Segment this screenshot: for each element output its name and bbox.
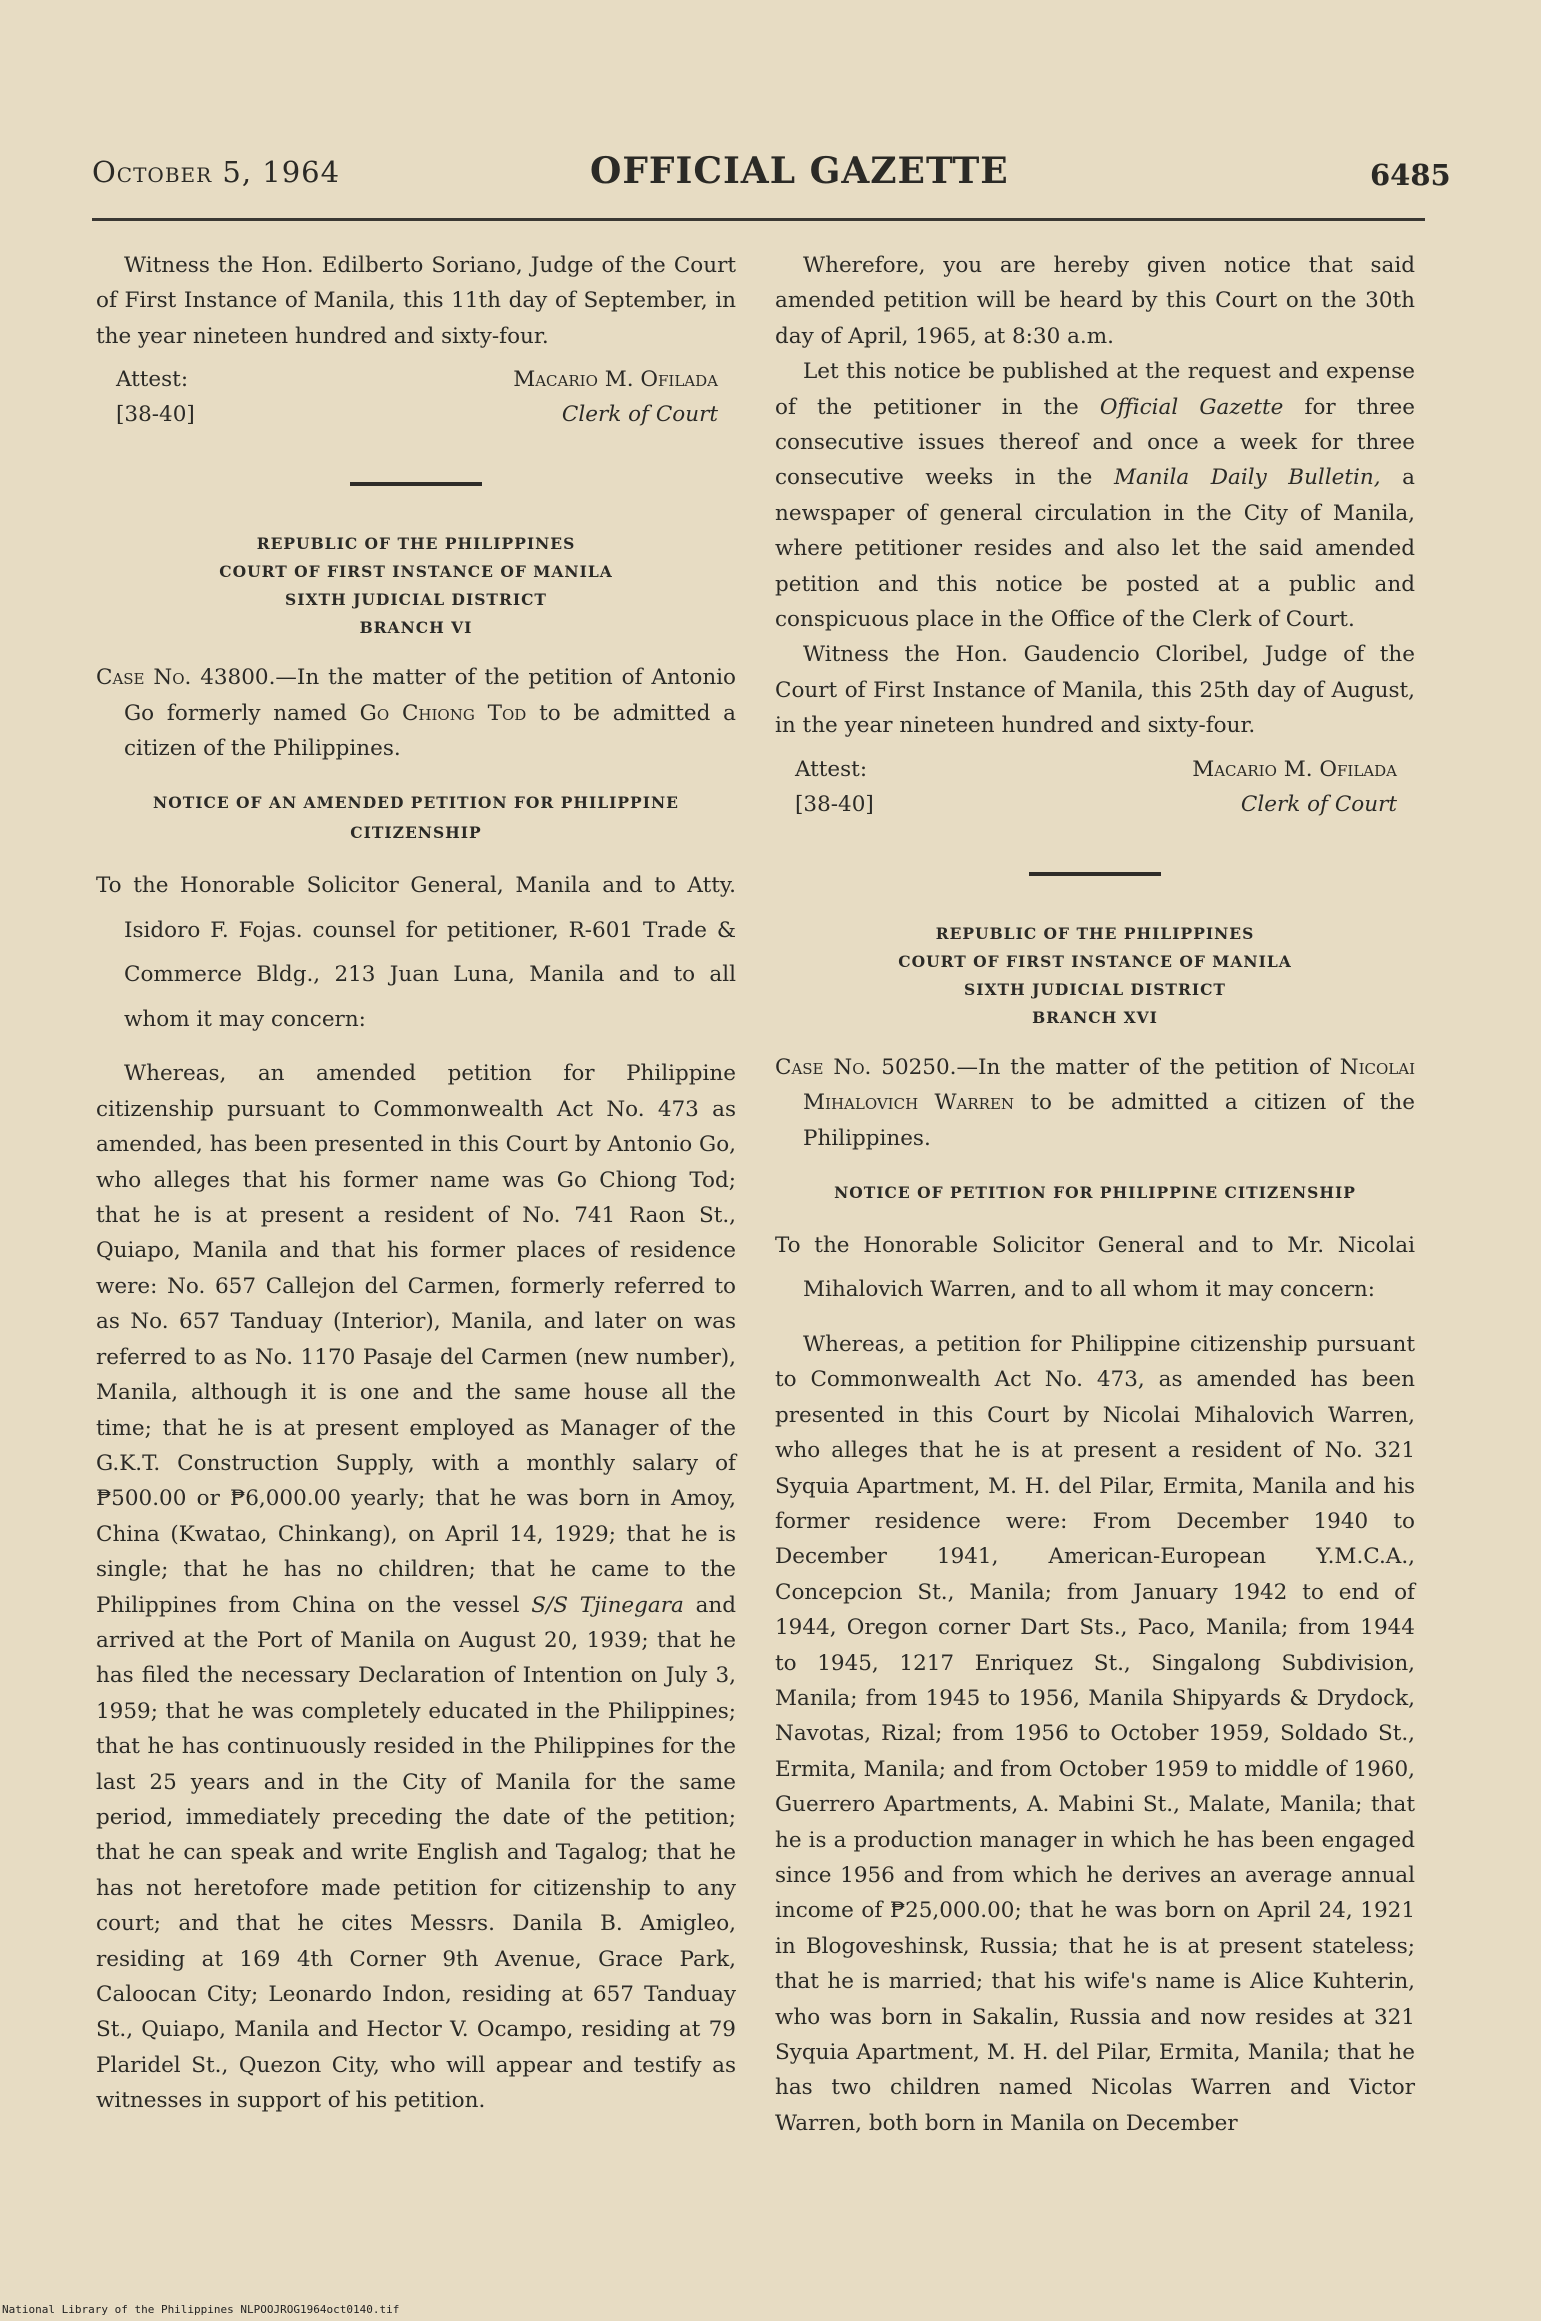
petition-body: [96, 1056, 736, 2118]
clerk-title: Clerk of Court: [561, 402, 718, 428]
publication-paragraph: [775, 354, 1415, 637]
header-rule: [92, 218, 1425, 221]
notice-title: NOTICE OF AN AMENDED PETITION FOR PHILIPPINE CITIZENSHIP: [153, 793, 679, 843]
case-text: —In the matter of the petition of: [956, 1054, 1330, 1080]
body-text: and arrived at the Port of Manila on August 20, 1939; that he has filed the necessary Declaration of Intention on July 3, 1959; that he was completely educated in the Philippines; that he has continuously resided in the Philippines for the last 25 years and in the City of Manila for the same period, immediately preceding the date of the petition; that he can speak and write English and Tagalog; that he has not heretofore made petition for citizenship to any court; and that he cites Messrs. Danila B. Amigleo, residing at 169 4th Corner 9th Avenue, Grace Park, Caloocan City; Leonardo Indon, residing at 657 Tanduay St., Quiapo, Manila and Hector V. Ocampo, residing at 79 Plaridel St., Quezon City, who will appear and testify as witnesses in support of his petition.: [96, 1592, 736, 2114]
case-caption: [775, 1050, 1415, 1156]
section-divider: [1029, 872, 1161, 876]
court-heading: [96, 530, 736, 642]
section-divider: [350, 482, 482, 486]
header-title: OFFICIAL GAZETTE: [590, 150, 1009, 192]
body-text: for three consecutive issues thereof and once a week for three consecutive weeks in the: [775, 394, 1415, 491]
court-line: SIXTH JUDICIAL DISTRICT: [285, 590, 547, 610]
left-column: [96, 248, 736, 2119]
case-text: to be admitted a citizen of the Philippines.: [803, 1090, 1415, 1151]
issue-ref: [38-40]: [116, 402, 195, 428]
court-line: BRANCH VI: [359, 618, 473, 638]
case-caption: [96, 660, 736, 766]
page-number: 6485: [1370, 158, 1451, 192]
case-number: Case No. 43800.: [96, 665, 276, 691]
left-witness: Witness the Hon. Edilberto Soriano, Judge of the Court of First Instance of Manila, this 11th day of September, in the year nineteen hundred and sixty-four.: [96, 253, 736, 349]
case-text: to be admitted a citizen of the Philippines.: [124, 700, 736, 762]
case-number: Case No. 50250.: [775, 1054, 957, 1080]
addressees: To the Honorable Solicitor General and to Mr. Nicolai Mihalovich Warren, and to all whom it may concern:: [775, 1232, 1415, 1303]
court-line: BRANCH XVI: [1032, 1007, 1158, 1027]
body-text: Let this notice be published at the request and expense of the petitioner in the: [775, 359, 1415, 420]
clerk-name: Macario M. Ofilada: [513, 367, 718, 393]
issue-ref: [38-40]: [795, 791, 874, 817]
clerk-title: Clerk of Court: [1240, 791, 1397, 817]
right-attestation: [775, 752, 1415, 824]
right-witness: Witness the Hon. Gaudencio Cloribel, Judge of the Court of First Instance of Manila, this 25th day of August, in the year nineteen hundred and sixty-four.: [775, 642, 1415, 739]
wherefore-paragraph: Wherefore, you are hereby given notice that said amended petition will be heard by this Court on the 30th day of April, 1965, at 8:30 a.m.: [775, 253, 1415, 349]
case-text: —In the matter of the petition of Antonio Go formerly named: [124, 665, 736, 726]
petition-body: Whereas, a petition for Philippine citizenship pursuant to Commonwealth Act No. 473, as amended has been presented in this Court by Nicolai Mihalovich Warren, who alleges that he is at present a resident of No. 321 Syquia Apartment, M. H. del Pilar, Ermita, Manila and his former residence were: From December 1940 to December 1941, American-European Y.M.C.A., Concepcion St., Manila; from January 1942 to end of 1944, Oregon corner Dart Sts., Paco, Manila; from 1944 to 1945, 1217 Enriquez St., Singalong Subdivision, Manila; from 1945 to 1956, Manila Shipyards & Drydock, Navotas, Rizal; from 1956 to October 1959, Soldado St., Ermita, Manila; and from October 1959 to middle of 1960, Guerrero Apartments, A. Mabini St., Malate, Manila; that he is a production manager in which he has been engaged since 1956 and from which he derives an average annual income of ₱25,000.00; that he was born on April 24, 1921 in Blogoveshinsk, Russia; that he is at present stateless; that he is married; that his wife's name is Alice Kuhterin, who was born in Sakalin, Russia and now resides at 321 Syquia Apartment, M. H. del Pilar, Ermita, Manila; that he has two children named Nicolas Warren and Victor Warren, both born in Manila on December: [775, 1331, 1415, 2136]
header-date: October 5, 1964: [92, 155, 341, 189]
newspaper-name: Manila Daily Bulletin,: [1113, 465, 1381, 491]
body-text: Whereas, an amended petition for Philippine citizenship pursuant to Commonwealth Act No. 473 as amended, has been presented in this Court by Antonio Go, who alleges that his former name was Go Chiong Tod; that he is at present a resident of No. 741 Raon St., Quiapo, Manila and that his former places of residence were: No. 657 Callejon del Carmen, formerly referred to as No. 657 Tanduay (Interior), Manila, and later on was referred to as No. 1170 Pasaje del Carmen (new number), Manila, although it is one and the same house all the time; that he is at present employed as Manager of the G.K.T. Construction Supply, with a monthly salary of ₱500.00 or ₱6,000.00 yearly; that he was born in Amoy, China (Kwatao, Chinkang), on April 14, 1929; that he is single; that he has no children; that he came to the Philippines from China on the vessel: [96, 1061, 736, 1618]
newspaper-name: Official Gazette: [1099, 394, 1284, 420]
court-line: REPUBLIC OF THE PHILIPPINES: [935, 923, 1255, 943]
vessel-name: S/S Tjinegara: [531, 1592, 684, 1618]
court-line: REPUBLIC OF THE PHILIPPINES: [256, 534, 576, 554]
attest-label: Attest:: [795, 756, 868, 782]
right-column: [775, 248, 1415, 2141]
notice-title: NOTICE OF PETITION FOR PHILIPPINE CITIZENSHIP: [834, 1182, 1356, 1202]
petitioner-name: Nicolai Mihalovich Warren: [803, 1054, 1415, 1116]
court-line: COURT OF FIRST INSTANCE OF MANILA: [898, 951, 1292, 971]
addressees: To the Honorable Solicitor General, Manila and to Atty. Isidoro F. Fojas. counsel for petitioner, R-601 Trade & Commerce Bldg., 213 Juan Luna, Manila and to all whom it may concern:: [96, 873, 736, 1032]
court-line: COURT OF FIRST INSTANCE OF MANILA: [219, 562, 613, 582]
petitioner-name: Go Chiong Tod: [359, 700, 527, 726]
clerk-name: Macario M. Ofilada: [1192, 756, 1397, 782]
scan-footer: National Library of the Philippines NLPOOJROG1964oct0140.tif: [2, 2303, 400, 2316]
court-line: SIXTH JUDICIAL DISTRICT: [964, 979, 1226, 999]
body-text: a newspaper of general circulation in the City of Manila, where petitioner resides and also let the said amended petition and this notice be posted at a public and conspicuous place in the Office of the Clerk of Court.: [775, 465, 1415, 633]
left-attestation: [96, 362, 736, 434]
court-heading: [775, 920, 1415, 1032]
attest-label: Attest:: [116, 367, 189, 393]
